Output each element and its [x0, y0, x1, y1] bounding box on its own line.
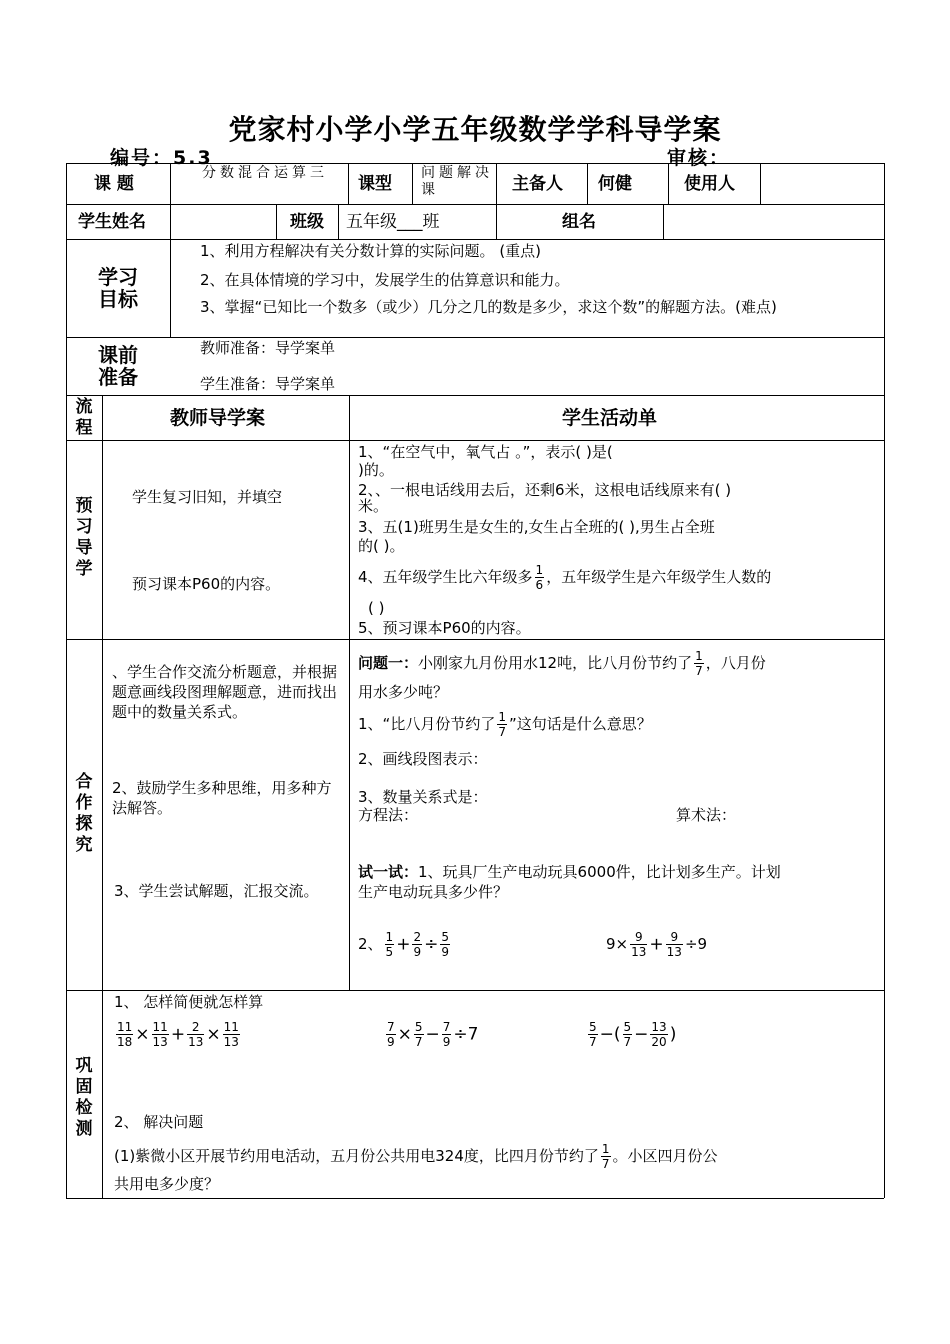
- problem-one-cont: 用水多少吨？: [358, 683, 449, 701]
- serial-number: 编号：5.3: [110, 147, 213, 169]
- preview-q2: 2、、一根电话线用去后，还剩6米，这根电话线原来有( ): [358, 481, 732, 499]
- goals-label: 学习目标: [98, 265, 138, 311]
- explore-teacher-1: 、学生合作交流分析题意，并根据题意画线段图理解题意，进而找出题中的数量关系式。: [112, 663, 338, 721]
- consolidate-q1: 1、 怎样简便就怎样算: [114, 993, 264, 1011]
- page-title: 党家村小学小学五年级数学学科导学案: [228, 113, 722, 146]
- course-value: 分数混合运算三: [202, 165, 328, 181]
- goal-item: 1、利用方程解决有关分数计算的实际问题。 (重点): [200, 242, 542, 260]
- preview-q1: 1、“在空气中，氧气占 。”，表示( )是(: [358, 443, 613, 461]
- preparer-value: 何健: [598, 174, 632, 194]
- word-problem: (1)紫微小区开展节约用电活动，五月份公共用电324度，比四月份节约了 $\frac{1}{7}$ 。小区四月份公: [114, 1142, 718, 1171]
- fraction: $\frac{2}{13}$: [188, 1020, 204, 1049]
- fraction: $\frac{1}{7}$: [695, 649, 703, 678]
- calc-expression-2: 9× $\frac{9}{13}$ + $\frac{9}{13}$ ÷9: [606, 930, 708, 959]
- preview-q4: 4、五年级学生比六年级多 $\frac{1}{6}$ ，五年级学生是六年级学生人数的: [358, 563, 772, 592]
- student-prep: 学生准备：导学案单: [200, 375, 336, 393]
- simplify-expression-2: $\frac{7}{9}$ × $\frac{5}{7}$ − $\frac{7}{9}$ ÷7: [387, 1020, 479, 1049]
- fraction: $\frac{11}{13}$: [152, 1020, 168, 1049]
- arithmetic-method: 算术法：: [676, 806, 737, 824]
- fraction: $\frac{5}{9}$: [441, 930, 449, 959]
- step-3: 3、数量关系式是：: [358, 788, 488, 806]
- fraction: $\frac{7}{9}$: [387, 1020, 395, 1049]
- fraction: $\frac{11}{18}$: [117, 1020, 133, 1049]
- try-it-cont: 生产电动玩具多少件？: [358, 883, 509, 901]
- preparer-label: 主备人: [512, 174, 563, 194]
- course-label: 课 题: [94, 174, 134, 194]
- teacher-prep: 教师准备：导学案单: [200, 339, 336, 357]
- explore-label: 合作探究: [75, 772, 93, 855]
- preview-q3-cont: 的( )。: [358, 537, 405, 555]
- user-label: 使用人: [684, 174, 735, 194]
- student-name-label: 学生姓名: [78, 212, 146, 232]
- goal-item: 3、掌握“已知比一个数多（或少）几分之几的数是多少，求这个数”的解题方法。(难点): [200, 298, 777, 316]
- fraction: $\frac{5}{7}$: [623, 1020, 632, 1049]
- prep-label: 课前准备: [98, 343, 138, 389]
- preview-q3: 3、五(1)班男生是女生的,女生占全班的( ),男生占全班: [358, 518, 715, 536]
- step-1: 1、“比八月份节约了 $\frac{1}{7}$ ”这句话是什么意思？: [358, 710, 652, 739]
- explore-teacher-3: 3、学生尝试解题，汇报交流。: [114, 882, 319, 900]
- preview-q4-cont: ( ): [368, 599, 385, 617]
- try-it: 试一试：1、玩具厂生产电动玩具6000件，比计划多生产。计划: [358, 863, 781, 881]
- equation-method: 方程法：: [358, 806, 419, 824]
- group-label: 组名: [562, 212, 596, 232]
- preview-q2-cont: 米。: [358, 497, 389, 515]
- consolidate-label: 巩固检测: [75, 1056, 93, 1139]
- student-activity-header: 学生活动单: [562, 407, 658, 429]
- fraction: $\frac{5}{7}$: [414, 1020, 423, 1049]
- calc-expression-1: 2、 $\frac{1}{5}$ + $\frac{2}{9}$ ÷ $\frac{5}{9}$: [358, 930, 449, 959]
- fraction: $\frac{1}{7}$: [601, 1142, 610, 1171]
- fraction: $\frac{1}{5}$: [385, 930, 394, 959]
- fraction: $\frac{11}{13}$: [223, 1020, 239, 1049]
- consolidate-q2: 2、 解决问题: [114, 1113, 204, 1131]
- fraction: $\frac{9}{13}$: [666, 930, 682, 959]
- fraction: $\frac{7}{9}$: [442, 1020, 451, 1049]
- fraction: $\frac{9}{13}$: [631, 930, 647, 959]
- problem-one: 问题一：小刚家九月份用水12吨，比八月份节约了 $\frac{1}{7}$ ，八月份: [358, 649, 766, 678]
- preview-q1-cont: )的。: [358, 461, 394, 479]
- step-2: 2、画线段图表示：: [358, 750, 488, 768]
- word-problem-cont: 共用电多少度？: [114, 1175, 220, 1193]
- goal-item: 2、在具体情境的学习中，发展学生的估算意识和能力。: [200, 271, 570, 289]
- simplify-expression-1: $\frac{11}{18}$ × $\frac{11}{13}$ + $\frac{2}{13}$ × $\frac{11}{13}$: [117, 1020, 239, 1049]
- preview-label: 预习导学: [75, 496, 93, 579]
- simplify-expression-3: $\frac{5}{7}$ −( $\frac{5}{7}$ − $\frac{13}{20}$ ): [589, 1020, 677, 1049]
- preview-teacher-1: 学生复习旧知，并填空: [132, 488, 283, 506]
- type-label: 课型: [358, 174, 392, 194]
- fraction: $\frac{2}{9}$: [413, 930, 422, 959]
- preview-teacher-2: 预习课本P60的内容。: [132, 575, 281, 593]
- fraction: $\frac{13}{20}$: [651, 1020, 667, 1049]
- class-value: 五年级___班: [346, 212, 440, 232]
- flow-header: 流程: [75, 397, 93, 438]
- review-label: 审核：: [667, 147, 731, 169]
- fraction: $\frac{5}{7}$: [589, 1020, 597, 1049]
- preview-q5: 5、预习课本P60的内容。: [358, 619, 531, 637]
- type-value: 问题解决课: [421, 165, 493, 198]
- fraction: $\frac{1}{7}$: [498, 710, 506, 739]
- class-label: 班级: [290, 212, 324, 232]
- explore-teacher-2: 2、鼓励学生多种思维，用多种方法解答。: [112, 779, 332, 817]
- fraction: $\frac{1}{6}$: [535, 563, 544, 592]
- teacher-guide-header: 教师导学案: [170, 407, 266, 429]
